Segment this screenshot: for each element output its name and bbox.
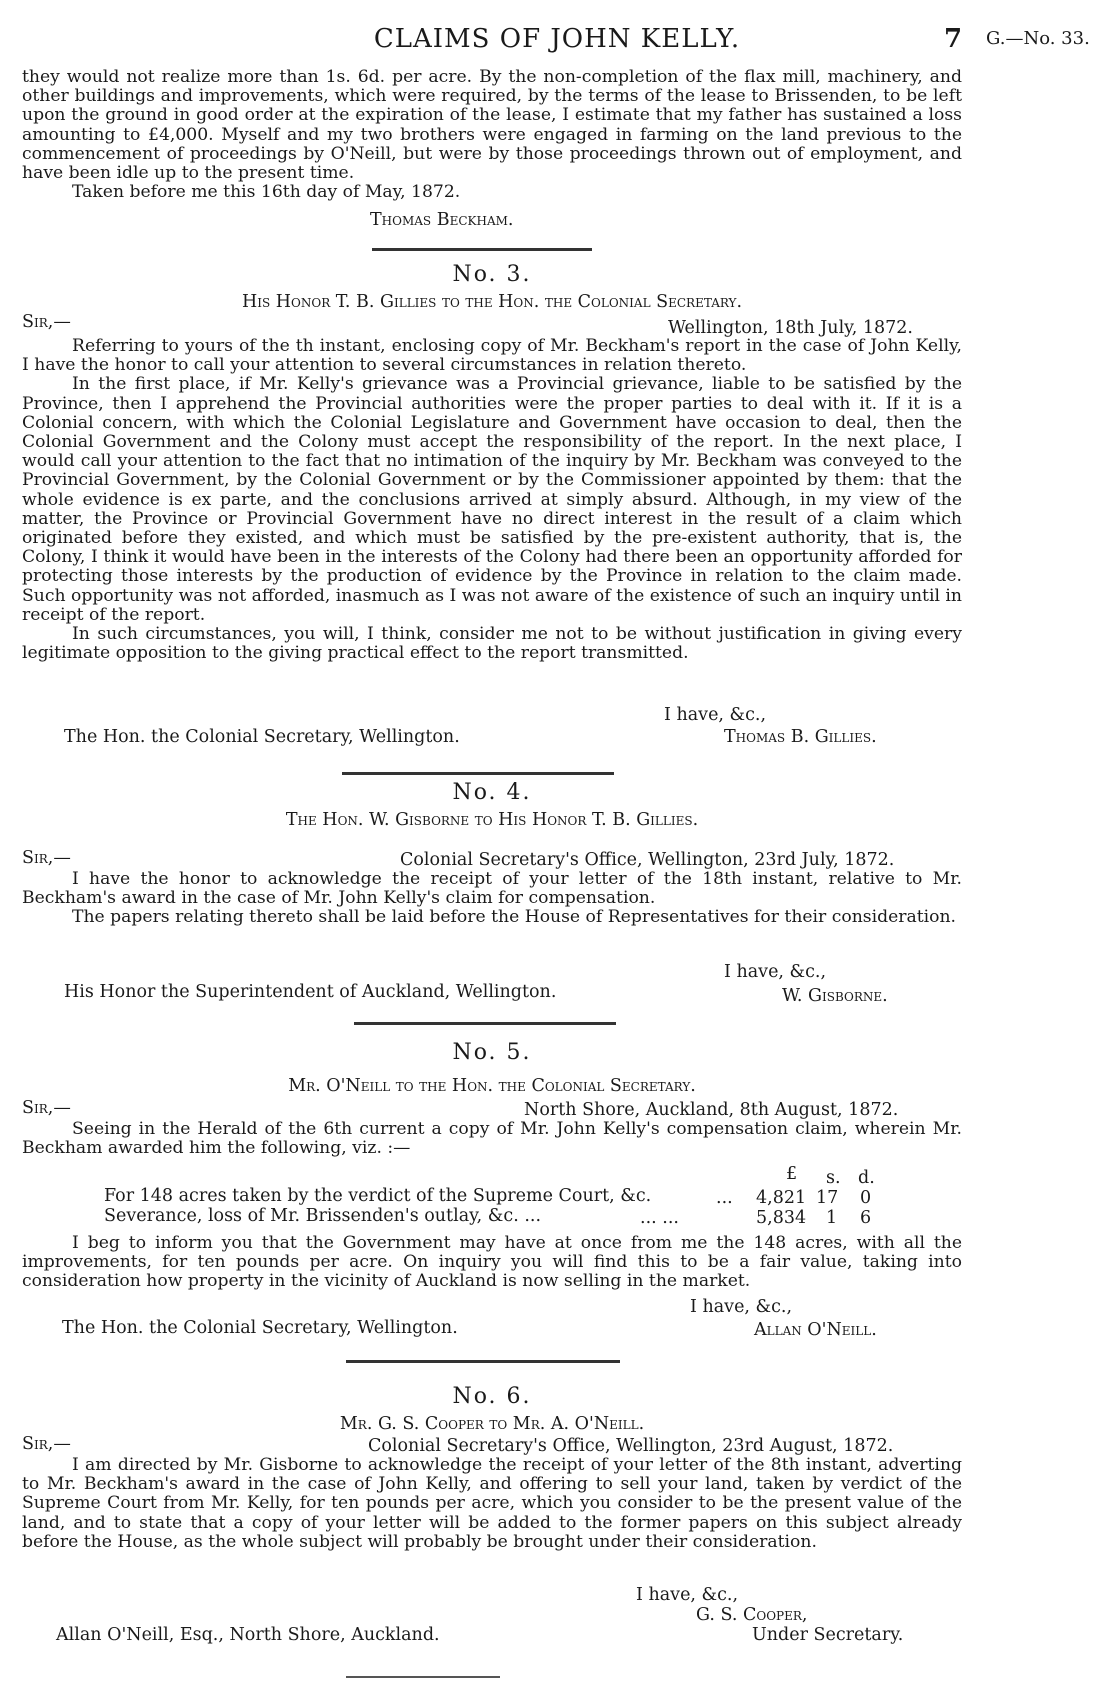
page-header xyxy=(0,24,1114,54)
addressee-no6: Allan O'Neill, Esq., North Shore, Auckland. xyxy=(56,1625,440,1645)
paragraph-no4-1: I have the honor to acknowledge the receipt of your letter of the 18th instant, relative to Mr. Beckham's award in the case of Mr. John Kelly's claim for compensation. xyxy=(22,869,962,909)
closing-no5: I have, &c., xyxy=(690,1297,793,1317)
running-title: CLAIMS OF JOHN KELLY. xyxy=(373,24,741,54)
table-row-shillings: 1 xyxy=(826,1208,838,1228)
section-divider xyxy=(354,1022,616,1025)
signature-no4: W. Gisborne. xyxy=(782,986,888,1006)
table-row-pounds: 4,821 xyxy=(756,1188,807,1208)
closing-no6: I have, &c., xyxy=(636,1585,739,1605)
section-title-no6: No. 6. xyxy=(452,1384,532,1409)
dateline-no6: Colonial Secretary's Office, Wellington, 23rd August, 1872. xyxy=(368,1436,894,1456)
letter-body-no3 xyxy=(22,337,962,663)
letter-body-no4 xyxy=(22,870,962,928)
paragraph-no4-2: The papers relating thereto shall be laid before the House of Representatives for their consideration. xyxy=(72,907,957,928)
paragraph-no3-3: In such circumstances, you will, I think, consider me not to be without justification in giving every legitimate opposition to the giving practical effect to the report transmitted. xyxy=(22,624,962,664)
paragraph-no3-2: In the first place, if Mr. Kelly's grievance was a Provincial grievance, liable to be satisfied by the Province, then I apprehend the Provincial authorities were the proper parties to deal with it. If it is a Colonial concern, with which the Colonial Legislature and Government have occasion to deal, then the Colonial Government and the Colony must accept the responsibility of the report. In the next place, I would call your attention to the fact that no intimation of the inquiry by Mr. Beckham was conveyed to the Provincial Government, by the Colonial Government or by the Commissioner appointed by them: that the whole evidence is ex parte, and the conclusions arrived at simply absurd. Although, in my view of the matter, the Province or Provincial Government have no direct interest in the result of a claim which originated before they existed, and which must be satisfied by the pre-existent authority, that is, the Colony, I think it would have been in the interests of the Colony had there been an opportunity afforded for protecting those interests by the production of evidence by the Province in relation to the claim made. Such opportunity was not afforded, inasmuch as I was not aware of the existence of such an inquiry until in receipt of the report. xyxy=(22,374,962,625)
section-subtitle-no5: Mr. O'Neill to the Hon. the Colonial Secretary. xyxy=(288,1076,696,1096)
document-reference: G.—No. 33. xyxy=(986,28,1090,49)
closing-no4: I have, &c., xyxy=(724,962,827,982)
closing-no3: I have, &c., xyxy=(664,705,767,725)
signature-no6: G. S. Cooper, xyxy=(696,1605,808,1625)
section-subtitle-no4: The Hon. W. Gisborne to His Honor T. B. Gillies. xyxy=(285,810,699,830)
dateline-no4: Colonial Secretary's Office, Wellington, 23rd July, 1872. xyxy=(400,850,895,870)
table-row-pence: 6 xyxy=(860,1208,872,1228)
salutation-no3: Sir,— xyxy=(22,312,71,332)
paragraph-no3-1: Referring to yours of the th instant, enclosing copy of Mr. Beckham's report in the case of John Kelly, I have the honor to call your attention to several circumstances in relation thereto. xyxy=(22,336,962,376)
table-header-shillings: s. xyxy=(826,1168,841,1188)
section-title-no3: No. 3. xyxy=(452,262,532,287)
section-divider xyxy=(372,248,592,251)
letter-body-no6 xyxy=(22,1456,962,1552)
section-subtitle-no6: Mr. G. S. Cooper to Mr. A. O'Neill. xyxy=(339,1414,645,1434)
salutation-no6: Sir,— xyxy=(22,1434,71,1454)
signatory-title-no6: Under Secretary. xyxy=(752,1625,904,1645)
paragraph-no5-2: I beg to inform you that the Government may have at once from me the 148 acres, with all the improvements, for ten pounds per acre. On inquiry you will find this to be a fair value, taking into consideration how property in the vicinity of Auckland is now selling in the market. xyxy=(22,1233,962,1292)
letter-body-no5-cont xyxy=(22,1234,962,1292)
dateline-no5: North Shore, Auckland, 8th August, 1872. xyxy=(524,1100,899,1120)
addressee-no3: The Hon. the Colonial Secretary, Wellington. xyxy=(64,727,460,747)
intro-signature: Thomas Beckham. xyxy=(370,210,514,230)
table-row-label: For 148 acres taken by the verdict of the Supreme Court, &c. xyxy=(104,1186,652,1206)
signature-no5: Allan O'Neill. xyxy=(754,1320,877,1340)
table-header-pounds: £ xyxy=(786,1164,798,1184)
table-row-pounds: 5,834 xyxy=(756,1208,807,1228)
intro-paragraph: they would not realize more than 1s. 6d. per acre. By the non-completion of the flax mill, machinery, and other buildings and improvements, which were required, by the terms of the lease to Brissenden, to be left upon the ground in good order at the expiration of the lease, I estimate that my father has sustained a loss amounting to £4,000. Myself and my two brothers were engaged in farming on the land previous to the commencement of proceedings by O'Neill, but were by those proceedings thrown out of employment, and have been idle up to the present time. xyxy=(22,67,962,184)
section-title-no5: No. 5. xyxy=(452,1040,532,1065)
letter-body-no5 xyxy=(22,1120,962,1158)
table-row-pence: 0 xyxy=(860,1188,872,1208)
table-row-leader: ... xyxy=(716,1188,733,1208)
table-row-leader: ... ... xyxy=(640,1208,679,1228)
addressee-no4: His Honor the Superintendent of Auckland, Wellington. xyxy=(64,982,557,1002)
salutation-no5: Sir,— xyxy=(22,1098,71,1118)
paragraph-no6-1: I am directed by Mr. Gisborne to acknowledge the receipt of your letter of the 8th instant, adverting to Mr. Beckham's award in the case of John Kelly, and offering to sell your land, taken by verdict of the Supreme Court from Mr. Kelly, for ten pounds per acre, which you consider to be the present value of the land, and to state that a copy of your letter will be added to the former papers on this subject already before the House, as the whole subject will probably be brought under their consideration. xyxy=(22,1455,962,1552)
section-subtitle-no3: His Honor T. B. Gillies to the Hon. the Colonial Secretary. xyxy=(241,292,743,312)
salutation-no4: Sir,— xyxy=(22,848,71,868)
dateline-no3: Wellington, 18th July, 1872. xyxy=(668,318,913,338)
taken-before-line: Taken before me this 16th day of May, 1872. xyxy=(72,182,461,203)
signature-no3: Thomas B. Gillies. xyxy=(724,727,877,747)
section-title-no4: No. 4. xyxy=(452,780,532,805)
table-header-pence: d. xyxy=(858,1168,875,1188)
table-row-label: Severance, loss of Mr. Brissenden's outlay, &c. ... xyxy=(104,1206,542,1226)
table-row-shillings: 17 xyxy=(816,1188,839,1208)
intro-section xyxy=(22,68,962,202)
section-divider xyxy=(342,772,614,775)
page-number: 7 xyxy=(944,24,963,54)
section-divider xyxy=(346,1676,500,1678)
addressee-no5: The Hon. the Colonial Secretary, Wellington. xyxy=(62,1318,458,1338)
paragraph-no5-1: Seeing in the Herald of the 6th current a copy of Mr. John Kelly's compensation claim, wherein Mr. Beckham awarded him the following, viz. :— xyxy=(22,1119,962,1159)
section-divider xyxy=(346,1360,620,1363)
